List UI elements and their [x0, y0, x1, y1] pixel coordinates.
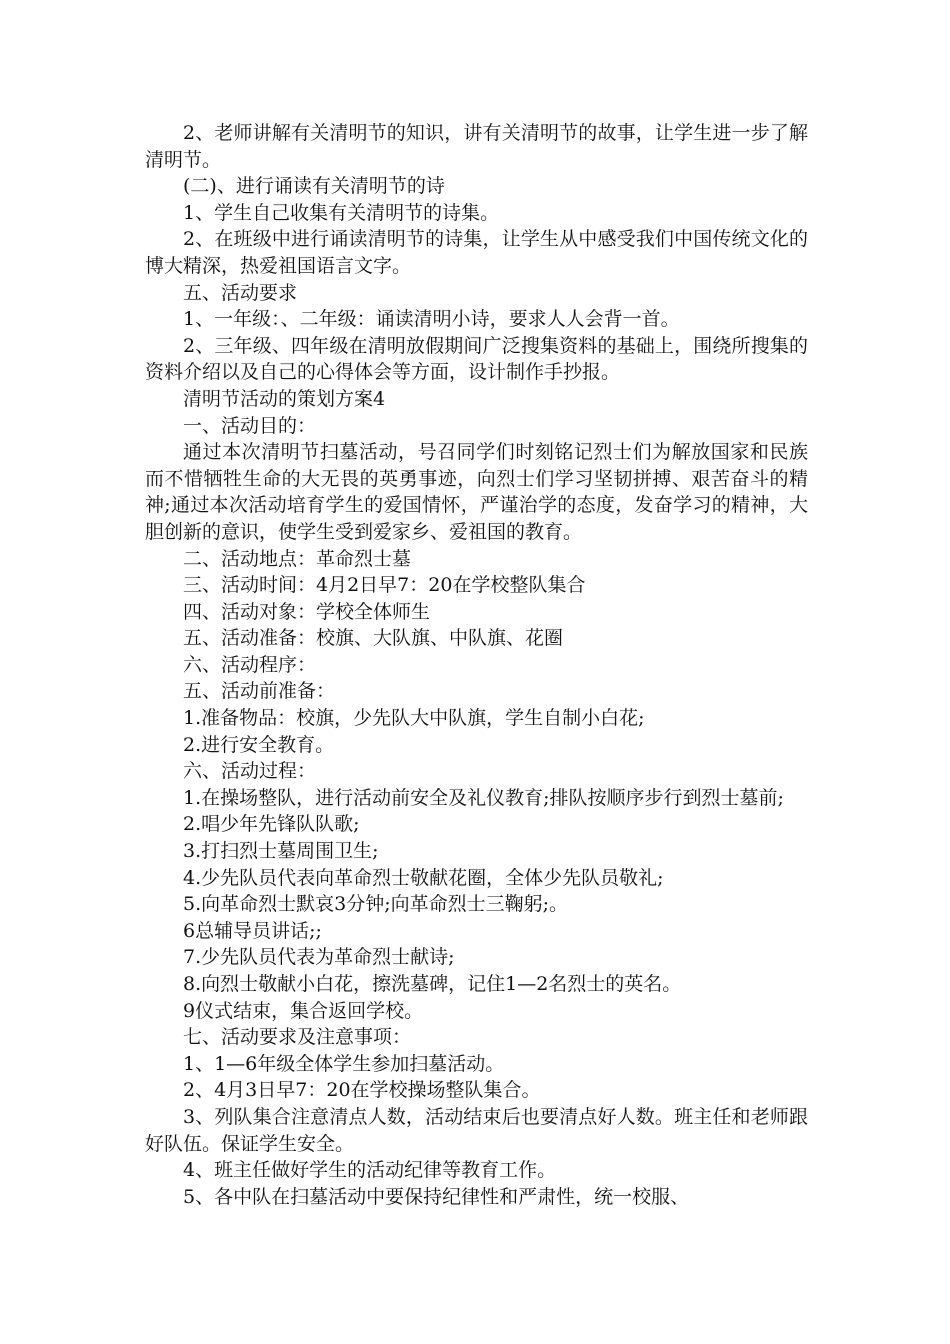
- list-item: 2.进行安全教育。: [183, 733, 335, 756]
- list-item: 2.唱少年先锋队队歌;: [183, 813, 360, 836]
- section-heading: 三、活动时间：4月2日早7：20在学校整队集合: [183, 574, 586, 597]
- section-heading: 一、活动目的：: [183, 414, 317, 437]
- paragraph: 2、三年级、四年级在清明放假期间广泛搜集资料的基础上，围绕所搜集的资料介绍以及自己的心得体会等方面，设计制作手抄报。: [145, 334, 808, 384]
- section-heading: 五、活动准备：校旗、大队旗、中队旗、花圈: [183, 627, 564, 650]
- section-heading: 六、活动程序：: [183, 653, 317, 676]
- list-item: 2、4月3日早7：20在学校操场整队集合。: [183, 1079, 541, 1102]
- list-item: 9仪式结束，集合返回学校。: [183, 999, 424, 1022]
- list-item: 4、班主任做好学生的活动纪律等教育工作。: [183, 1159, 557, 1182]
- paragraph: 2、在班级中进行诵读清明节的诗集，让学生从中感受我们中国传统文化的博大精深，热爱祖国语言文字。: [145, 228, 808, 277]
- document-subtitle: 清明节活动的策划方案4: [183, 387, 386, 410]
- paragraph: 通过本次清明节扫墓活动，号召同学们时刻铭记烈士们为解放国家和民族而不惜牺牲生命的大无畏的英勇事迹，向烈士们学习坚韧拼搏、艰苦奋斗的精神;通过本次活动培育学生的爱国情怀，严谨治学的态度，发奋学习的精神，大胆创新的意识，使学生受到爱家乡、爱祖国的教育。: [145, 441, 808, 543]
- list-item: 5、各中队在扫墓活动中要保持纪律性和严肃性，统一校服、: [183, 1185, 690, 1208]
- section-heading: 二、活动地点：革命烈士墓: [183, 547, 412, 570]
- section-heading: 四、活动对象：学校全体师生: [183, 600, 431, 623]
- list-item: 3.打扫烈士墓周围卫生;: [183, 840, 379, 863]
- list-item: 3、列队集合注意清点人数，活动结束后也要清点好人数。班主任和老师跟好队伍。保证学生安全。: [145, 1105, 808, 1155]
- paragraph: 1、一年级：、二年级：诵读清明小诗，要求人人会背一首。: [183, 308, 680, 331]
- section-heading: 五、活动前准备：: [183, 680, 336, 703]
- list-item: 8.向烈士敬献小白花，擦洗墓碑，记住1—2名烈士的英名。: [183, 973, 682, 995]
- section-heading: 六、活动过程：: [183, 760, 317, 783]
- list-item: 4.少先队员代表向革命烈士敬献花圈，全体少先队员敬礼;: [183, 866, 664, 889]
- list-item: 7.少先队员代表为革命烈士献诗;: [183, 946, 455, 969]
- list-item: 1、1—6年级全体学生参加扫墓活动。: [183, 1052, 505, 1075]
- paragraph: 1、学生自己收集有关清明节的诗集。: [183, 201, 500, 224]
- section-heading: 五、活动要求: [183, 281, 298, 304]
- list-item: 5.向革命烈士默哀3分钟;向革命烈士三鞠躬;。: [183, 893, 569, 916]
- document-body: [145, 120, 808, 1210]
- list-item: 6总辅导员讲话;;: [183, 919, 322, 942]
- list-item: 1.在操场整队，进行活动前安全及礼仪教育;排队按顺序步行到烈士墓前;: [183, 786, 784, 809]
- section-heading: (二)、进行诵读有关清明节的诗: [183, 175, 445, 198]
- list-item: 1.准备物品：校旗，少先队大中队旗，学生自制小白花;: [183, 707, 645, 730]
- paragraph: 2、老师讲解有关清明节的知识，讲有关清明节的故事，让学生进一步了解清明节。: [145, 122, 808, 171]
- section-heading: 七、活动要求及注意事项：: [183, 1026, 412, 1049]
